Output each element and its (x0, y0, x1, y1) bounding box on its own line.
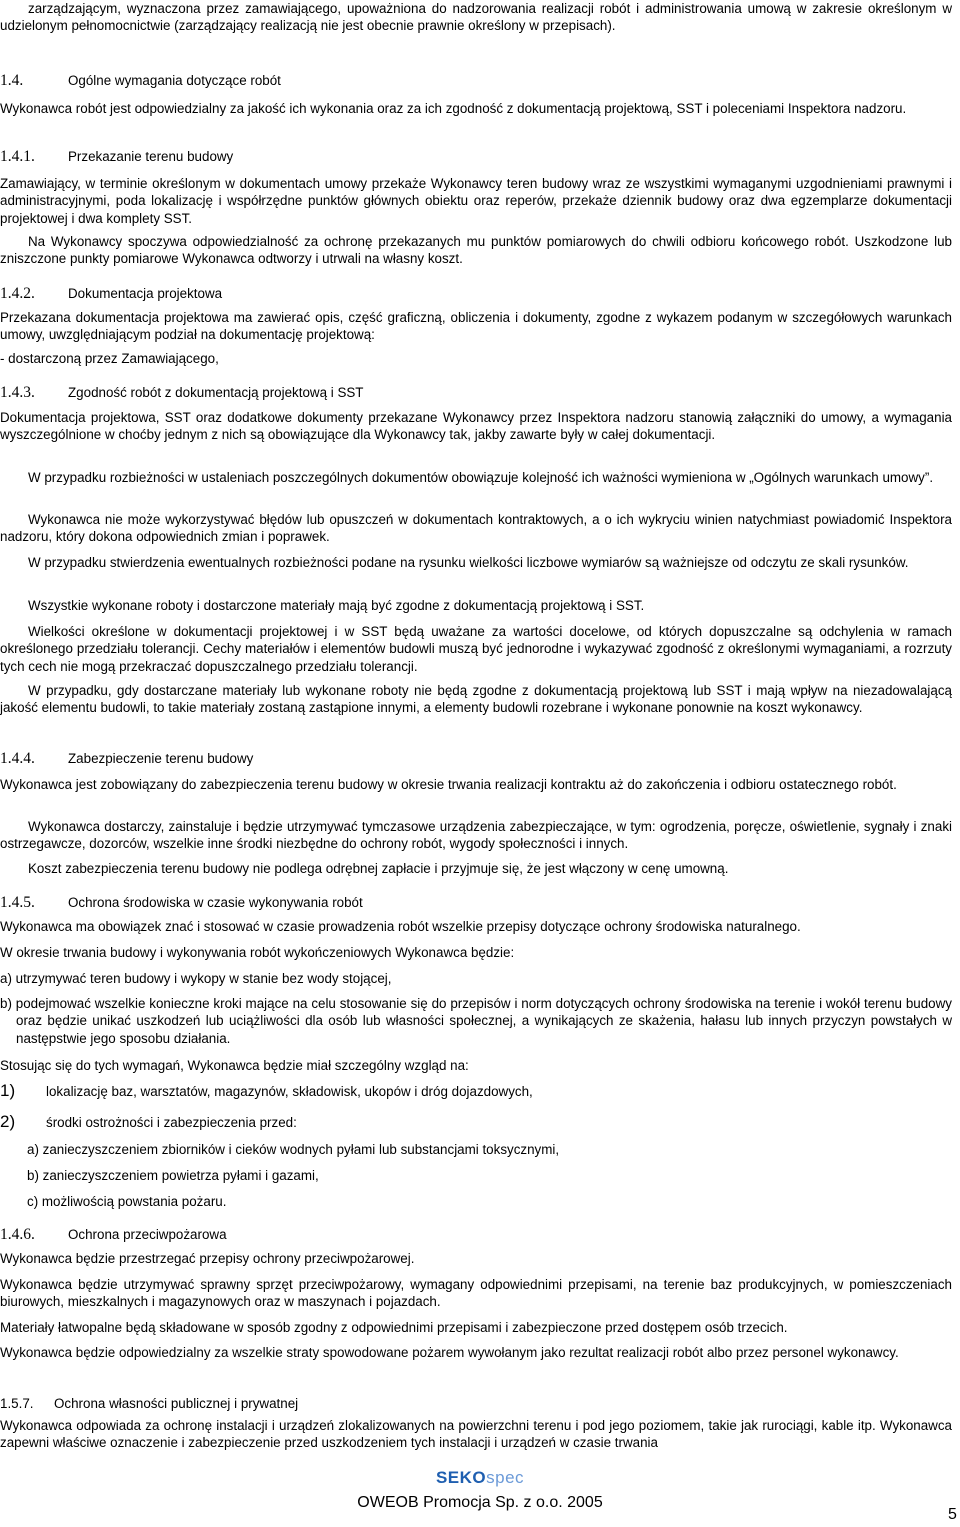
section-title: Ochrona przeciwpożarowa (68, 1227, 227, 1242)
paragraph: - dostarczoną przez Zamawiającego, (0, 351, 219, 366)
section-title: Ogólne wymagania dotyczące robót (68, 73, 281, 88)
paragraph: Wykonawca robót jest odpowiedzialny za jakość ich wykonania oraz za ich zgodność z dokumentacją projektową, SST i poleceniami Inspektora nadzoru. (0, 101, 907, 116)
section-heading (0, 894, 363, 911)
section-heading (0, 384, 364, 401)
section-number: 1.4.5. (0, 894, 35, 911)
paragraph: Zamawiający, w terminie określonym w dokumentach umowy przekaże Wykonawcy teren budowy wraz ze wszystkimi wymaganymi uzgodnieniami prawnymi i administracyjnymi, poda lokalizację i współrzędne punktów głównych obiektu oraz reperów, przekaże dziennik budowy oraz dwa egzemplarze dokumentacji projektowej i dwa komplety SST. (0, 176, 952, 226)
item-text: lokalizację baz, warsztatów, magazynów, składowisk, ukopów i dróg dojazdowych, (46, 1084, 533, 1099)
section-title: Zgodność robót z dokumentacją projektową i SST (68, 385, 364, 400)
section-title: Zabezpieczenie terenu budowy (68, 751, 254, 766)
paragraph: Koszt zabezpieczenia terenu budowy nie podlega odrębnej zapłacie i przyjmuje się, że jest włączony w cenę umowną. (28, 861, 729, 876)
section-number: 1.4. (0, 72, 24, 89)
section-heading (0, 1226, 227, 1243)
paragraph: Wykonawca będzie odpowiedzialny za wszelkie straty spowodowane pożarem wywołanym jako rezultat realizacji robót albo przez personel wykonawcy. (0, 1345, 899, 1360)
paragraph: zarządzającym, wyznaczona przez zamawiającego, upoważniona do nadzorowania realizacji robót i administrowania umową w zakresie określonym w udzielonym pełnomocnictwie (zarządzający realizacją nie jest obecnie prawnie określony w przepisach). (0, 1, 952, 34)
section-heading (0, 1395, 298, 1412)
paragraph: Wykonawca jest zobowiązany do zabezpieczenia terenu budowy w okresie trwania realizacji kontraktu aż do zakończenia i odbioru ostatecznego robót. (0, 777, 897, 792)
paragraph: Wykonawca dostarczy, zainstaluje i będzie utrzymywać tymczasowe urządzenia zabezpieczające, w tym: ogrodzenia, poręcze, oświetlenie, sygnały i znaki ostrzegawcze, dozorców, wszelkie inne środki niezbędne do ochrony robót, wygody społeczności i innych. (0, 819, 952, 852)
paragraph: W okresie trwania budowy i wykonywania robót wykończeniowych Wykonawca będzie: (0, 945, 515, 960)
section-number: 1.4.1. (0, 148, 35, 165)
section-number: 1.4.4. (0, 750, 35, 767)
paragraph: W przypadku rozbieżności w ustaleniach poszczególnych dokumentów obowiązuje kolejność ich ważności wymieniona w „Ogólnych warunkach umowy”. (28, 470, 934, 485)
paragraph: Wykonawca odpowiada za ochronę instalacji i urządzeń zlokalizowanych na powierzchni terenu i pod jego poziomem, takie jak rurociągi, kable itp. Wykonawca zapewni właściwe oznaczenie i zabezpieczenie przed uszkodzeniem tych instalacji i urządzeń w czasie trwania (0, 1418, 952, 1451)
paragraph: Materiały łatwopalne będą składowane w sposób zgodny z odpowiednimi przepisami i zabezpieczone przed dostępem osób trzecich. (0, 1320, 788, 1335)
item-text: środki ostrożności i zabezpieczenia przed: (46, 1115, 297, 1130)
footer-company: OWEOB Promocja Sp. z o.o. 2005 (357, 1494, 603, 1511)
page-number: 5 (948, 1506, 957, 1523)
section-number: 1.5.7. (0, 1396, 34, 1411)
paragraph: Na Wykonawcy spoczywa odpowiedzialność za ochronę przekazanych mu punktów pomiarowych do chwili odbioru końcowego robót. Uszkodzone lub zniszczone punkty pomiarowe Wykonawca odtworzy i utrwali na własny koszt. (0, 234, 952, 267)
logo-text-primary: SEKO (435, 1468, 487, 1487)
list-item: a) zanieczyszczeniem zbiorników i cieków wodnych pyłami lub substancjami toksycznymi, (27, 1142, 560, 1157)
section-title: Ochrona własności publicznej i prywatnej (54, 1396, 299, 1411)
paragraph: Stosując się do tych wymagań, Wykonawca będzie miał szczególny wzgląd na: (0, 1058, 469, 1073)
paragraph: W przypadku stwierdzenia ewentualnych rozbieżności podane na rysunku wielkości liczbowe wymiarów są ważniejsze od odczytu ze skali rysunków. (28, 555, 909, 570)
paragraph: Dokumentacja projektowa, SST oraz dodatkowe dokumenty przekazane Wykonawcy przez Inspektora nadzoru stanowią załączniki do umowy, a wymagania wyszczególnione w choćby jednym z nich są obowiązujące dla Wykonawcy tak, jakby zawarte były w całej dokumentacji. (0, 410, 952, 443)
section-number: 1.4.2. (0, 285, 35, 302)
section-title: Ochrona środowiska w czasie wykonywania robót (68, 895, 363, 910)
footer-logo (0, 1469, 960, 1486)
list-item: c) możliwością powstania pożaru. (27, 1194, 227, 1209)
logo-text-secondary: spec (486, 1468, 525, 1487)
paragraph: Wszystkie wykonane roboty i dostarczone materiały mają być zgodne z dokumentacją projektową i SST. (28, 598, 645, 613)
list-item: b) podejmować wszelkie konieczne kroki mające na celu stosowanie się do przepisów i norm dotyczących ochrony środowiska na terenie i wokół terenu budowy oraz będzie unikać uszkodzeń lub uciążliwości dla osób lub własności społecznej, a wynikających ze skażenia, hałasu lub innych przyczyn powstałych w następstwie jego sposobu działania. (0, 996, 952, 1046)
section-heading (0, 285, 222, 302)
paragraph: Wykonawca będzie przestrzegać przepisy ochrony przeciwpożarowej. (0, 1251, 415, 1266)
item-number: 1) (0, 1081, 16, 1100)
paragraph: Wielkości określone w dokumentacji projektowej i w SST będą uważane za wartości docelowe, od których dopuszczalne są odchylenia w ramach określonego przedziału tolerancji. Cechy materiałów i elementów budowli muszą być jednorodne i wykazywać zgodność z określonymi wymaganiami, a rozrzuty tych cech nie mogą przekraczać dopuszczalnego przedziału tolerancji. (0, 624, 952, 674)
section-heading (0, 750, 253, 767)
section-number: 1.4.6. (0, 1226, 35, 1243)
section-number: 1.4.3. (0, 384, 35, 401)
list-item: a) utrzymywać teren budowy i wykopy w stanie bez wody stojącej, (0, 971, 392, 986)
paragraph: Przekazana dokumentacja projektowa ma zawierać opis, część graficzną, obliczenia i dokumenty, zgodne z wykazem podanym w szczegółowych warunkach umowy, uwzględniającym podział na dokumentację projektową: (0, 310, 952, 343)
section-heading (0, 148, 233, 165)
section-heading (0, 72, 281, 89)
paragraph: Wykonawca będzie utrzymywać sprawny sprzęt przeciwpożarowy, wymagany odpowiednimi przepisami, na terenie baz produkcyjnych, w pomieszczeniach biurowych, mieszkalnych i magazynowych oraz w maszynach i pojazdach. (0, 1277, 952, 1310)
section-title: Przekazanie terenu budowy (68, 149, 234, 164)
paragraph: Wykonawca ma obowiązek znać i stosować w czasie prowadzenia robót wszelkie przepisy dotyczące ochrony środowiska naturalnego. (0, 919, 801, 934)
numbered-item (0, 1082, 533, 1100)
section-title: Dokumentacja projektowa (68, 286, 223, 301)
item-number: 2) (0, 1112, 16, 1131)
list-item: b) zanieczyszczeniem powietrza pyłami i gazami, (27, 1168, 319, 1183)
paragraph: Wykonawca nie może wykorzystywać błędów lub opuszczeń w dokumentach kontraktowych, a o ich wykryciu winien natychmiast powiadomić Inspektora nadzoru, który dokona odpowiednich zmian i poprawek. (0, 512, 952, 545)
paragraph: W przypadku, gdy dostarczane materiały lub wykonane roboty nie będą zgodne z dokumentacją projektową lub SST i mają wpływ na niezadowalającą jakość elementu budowli, to takie materiały zostaną zastąpione innymi, a elementy budowli rozebrane i wykonane ponownie na koszt wykonawcy. (0, 683, 952, 716)
numbered-item (0, 1113, 297, 1131)
